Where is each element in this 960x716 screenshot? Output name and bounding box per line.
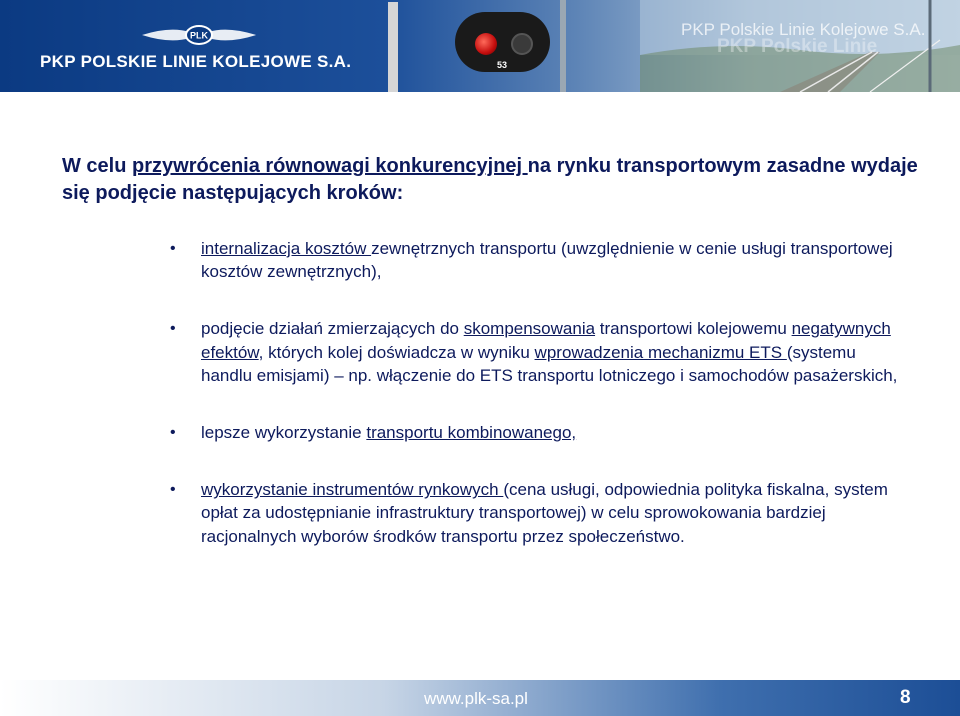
red-lamp-icon: [475, 33, 497, 55]
bullet-item-internalization: [170, 237, 910, 283]
header-banner: [0, 0, 960, 92]
plk-logo: [40, 14, 352, 84]
bullet-item-market-instruments: [170, 478, 910, 548]
signal-pole: [560, 0, 566, 92]
bullet-2-segment-3: transportowi kolejowemu: [595, 319, 792, 339]
title-part-1: W celu: [62, 155, 133, 177]
footer-bar: [0, 680, 960, 716]
bullet-list: [170, 237, 910, 548]
bullet-2-segment-5: , których kolej doświadcza w wyniku: [258, 342, 535, 362]
bullet-2-segment-6: wprowadzenia mechanizmu ETS: [534, 342, 787, 362]
bullet-2-segment-4: negatywnych efektów: [201, 319, 891, 362]
bullet-4-segment-1: wykorzystanie instrumentów rynkowych: [201, 480, 504, 500]
page-number: 8: [900, 687, 911, 708]
bullet-4-segment-2: (cena usługi, odpowiednia polityka fiskalna, system opłat za udostępnianie infrastruktury transportowej) w celu sprowokowania bardziej racjonalnych wyborów środków transportu przez społeczeństwo.: [201, 480, 888, 546]
header-watermark: PKP Polskie Linie Kolejowe S.A.: [681, 20, 926, 39]
bullet-3-segment-1: lepsze wykorzystanie: [201, 423, 367, 443]
bullet-2-segment-2: skompensowania: [463, 319, 596, 339]
bullet-1-segment-1: internalizacja kosztów: [201, 239, 372, 258]
bullet-1-segment-2: zewnętrznych transportu (uwzględnienie w cenie usługi transportowej kosztów zewnętrznych),: [201, 239, 893, 282]
bullet-item-compensation: [170, 317, 910, 387]
slide-title: [62, 153, 922, 207]
signal-number: 53: [497, 60, 508, 70]
dark-lamp-icon: [511, 33, 533, 55]
company-name: PKP POLSKIE LINIE KOLEJOWE S.A.: [40, 52, 352, 71]
footer-website-link[interactable]: www.plk-sa.pl: [424, 689, 528, 708]
bullet-2-segment-7: (systemu handlu emisjami) – np. włączenie do ETS transportu lotniczego i samochodów pasażerskich,: [201, 342, 898, 385]
winged-emblem-icon: [140, 24, 258, 46]
title-part-2-underlined: przywrócenia równowagi konkurencyjnej: [132, 155, 528, 177]
bullet-item-combined-transport: [170, 421, 910, 444]
sign-post: [388, 2, 398, 92]
bullet-3-segment-2: transportu kombinowanego,: [366, 423, 577, 443]
logo-emblem-text: PLK: [190, 30, 208, 41]
header-watermark-faded: PKP Polskie Linie: [717, 36, 878, 57]
title-part-3: na rynku transportowym zasadne wydaje się podjęcie następujących kroków:: [62, 155, 918, 204]
bullet-2-segment-1: podjęcie działań zmierzających do: [201, 319, 464, 339]
